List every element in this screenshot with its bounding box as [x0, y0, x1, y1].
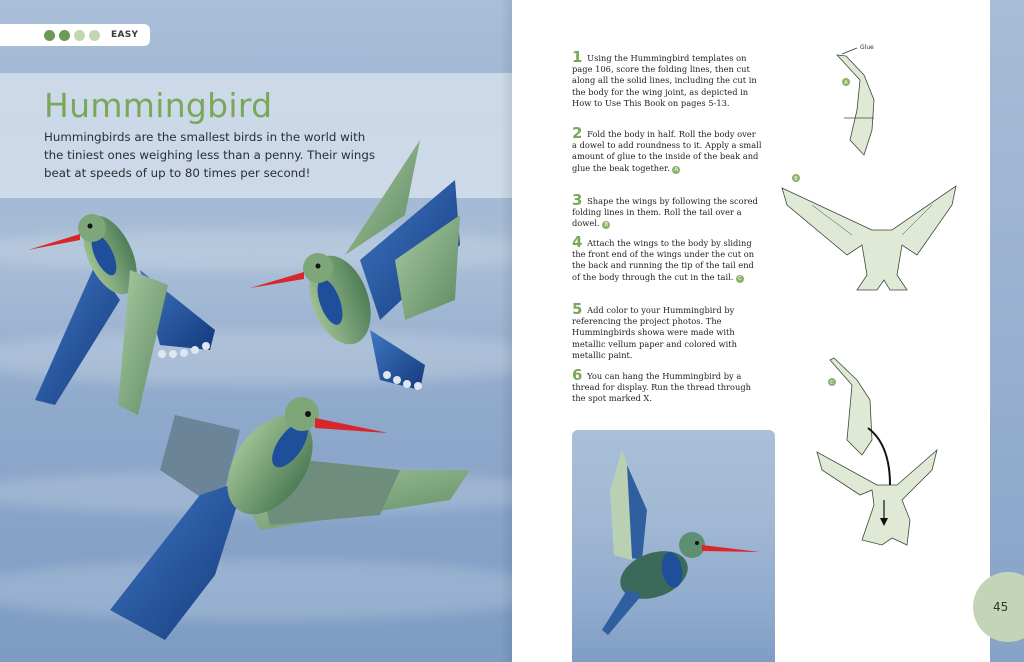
bird-2-eye	[316, 264, 321, 269]
step-text: Using the Hummingbird templates on page 106, score the folding lines, then cut along all the solid lines, including the cut in the body for the wing joint, as depicted in How to Use This Book on pages 5-13.	[572, 53, 757, 108]
bird-1-eye	[88, 224, 93, 229]
bird-1-beak	[28, 234, 80, 250]
step-text: Shape the wings by following the scored folding lines in them. Roll the tail over a dowel.	[572, 196, 758, 229]
bird-3-head	[285, 397, 319, 431]
hummingbird-2	[250, 140, 460, 390]
step-number: 3	[572, 191, 583, 209]
glue-label: Glue	[860, 44, 874, 51]
page-number: 45	[993, 600, 1009, 614]
step-text: You can hang the Hummingbird by a thread for display. Run the thread through the spot marked X.	[572, 371, 751, 404]
step-text: Fold the body in half. Roll the body over a dowel to add roundness to it. Apply a small amount of glue to the inside of the beak and glue the beak together.	[572, 129, 762, 173]
diagram-ref-badge: C	[736, 275, 744, 283]
diagram-c-label: C	[830, 380, 834, 386]
step-text: Add color to your Hummingbird by referencing the project photos. The Hummingbirds showa were made with metallic vellum paper and colored with metallic paint.	[572, 305, 737, 360]
step-number: 4	[572, 233, 583, 251]
bird-1-head	[78, 214, 106, 242]
step-number: 1	[572, 48, 583, 66]
step-number: 6	[572, 366, 583, 384]
step-text: Attach the wings to the body by sliding the front end of the wings under the cut on the back and running the tip of the tail end of the body through the cut in the tail.	[572, 238, 755, 282]
bird-3-eye	[305, 411, 311, 417]
hummingbird-3	[110, 397, 470, 640]
diagram-a-label: A	[844, 80, 848, 86]
diagram-ref-badge: A	[672, 166, 680, 174]
diagram-a-body	[837, 55, 874, 155]
diagram-c-body	[830, 358, 872, 455]
hummingbird-1	[28, 208, 215, 415]
difficulty-level: EASY	[111, 30, 139, 40]
assembly-diagrams	[512, 0, 1024, 662]
step-number: 5	[572, 300, 583, 318]
bird-2-beak	[250, 272, 304, 288]
diagram-b	[782, 174, 956, 290]
step-number: 2	[572, 124, 583, 142]
right-page	[512, 0, 1024, 662]
project-intro: Hummingbirds are the smallest birds in the world with the tiniest ones weighing less than a penny. Their wings beat at speeds of up to 80 times per second!	[44, 130, 376, 180]
diagram-c-wings-tail	[817, 450, 937, 545]
diagram-a	[837, 44, 874, 155]
diagram-c	[817, 358, 937, 545]
diagram-ref-badge: B	[602, 221, 610, 229]
diagram-b-label: B	[794, 176, 798, 182]
project-title: Hummingbird	[44, 86, 273, 125]
diagram-b-template	[782, 186, 956, 290]
glue-pointer	[842, 48, 857, 54]
bird-3-tail	[110, 480, 245, 640]
bird-3-beak	[315, 418, 388, 433]
